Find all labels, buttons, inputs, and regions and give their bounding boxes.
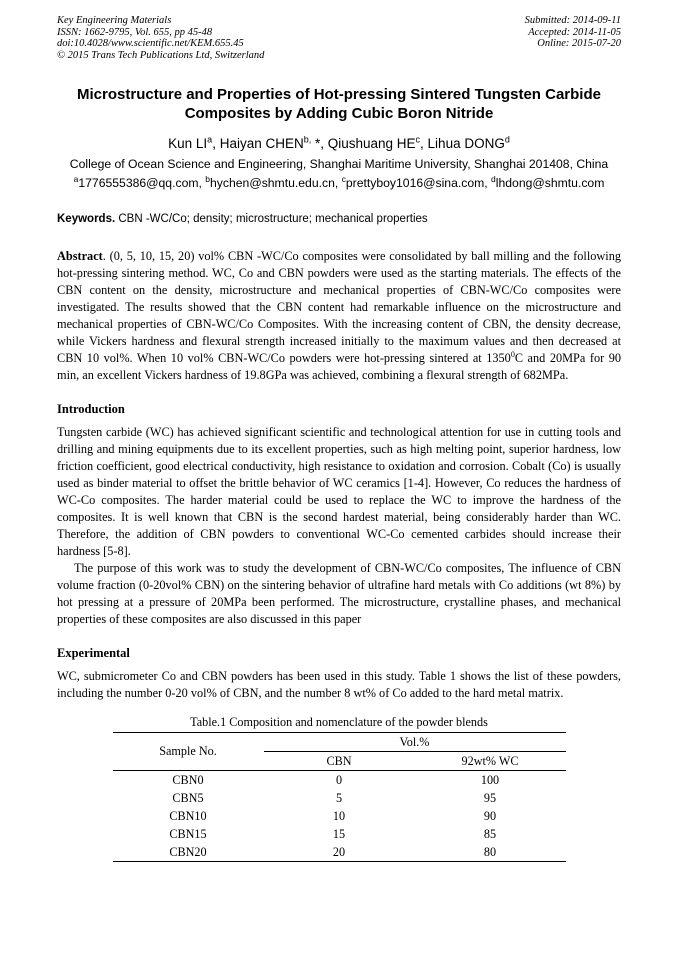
keywords-line	[57, 212, 621, 227]
author-name-3: *, Qiushuang HE	[311, 136, 416, 151]
table-caption: Table.1 Composition and nomenclature of the powder blends	[190, 715, 488, 729]
author-name-2: , Haiyan CHEN	[212, 136, 304, 151]
temperature-superscript: 0	[510, 349, 515, 359]
table-row	[113, 825, 566, 843]
accepted-date: Accepted: 2014-11-05	[528, 26, 621, 38]
email-address-2: hychen@shmtu.edu.cn,	[210, 176, 342, 190]
author-superscript-1: a	[207, 134, 213, 145]
author-superscript-2: b,	[303, 134, 312, 145]
table-row	[113, 807, 566, 825]
submitted-date: Submitted: 2014-09-11	[524, 15, 621, 26]
email-superscript-3: c	[341, 173, 346, 184]
email-superscript-4: d	[491, 173, 496, 184]
table-row	[113, 789, 566, 807]
issn-line: ISSN: 1662-9795, Vol. 655, pp 45-48	[57, 26, 213, 38]
table-cell-wc: 85	[483, 826, 497, 841]
abstract-text-2: C and 20MPa for 90 min, an excellent Vickers hardness of 19.8GPa was achieved, combining a flexural strength of 682MPa.	[57, 351, 622, 382]
emails-line	[57, 173, 621, 191]
paper-title: Microstructure and Properties of Hot-pressing Sintered Tungsten Carbide Composites by Adding Cubic Boron Nitride	[77, 86, 601, 122]
author-superscript-4: d	[504, 134, 510, 145]
journal-name: Key Engineering Materials	[57, 15, 172, 26]
table-cell-wc: 95	[483, 790, 497, 805]
author-name-4: , Lihua DONG	[420, 136, 505, 151]
online-date: Online: 2015-07-20	[537, 38, 621, 49]
section-heading-introduction: Introduction	[57, 402, 125, 416]
table-row	[113, 843, 566, 862]
table-header-sample-no: Sample No.	[113, 733, 264, 771]
journal-header	[57, 15, 621, 61]
table-cell-wc: 80	[483, 844, 497, 859]
email-address-4: lhdong@shmtu.com	[495, 176, 605, 190]
doi-line: doi:10.4028/www.scientific.net/KEM.655.45	[57, 38, 244, 49]
email-address-1: 1776555386@qq.com,	[78, 176, 206, 190]
table-cell-cbn: 5	[335, 790, 343, 805]
table-header-vol-group: Vol.%	[264, 733, 566, 752]
abstract-paragraph	[57, 248, 621, 384]
abstract-label: Abstract	[57, 249, 103, 263]
experimental-paragraph: WC, submicrometer Co and CBN powders has been used in this study. Table 1 shows the list of these powders, including the number 0-20 vol% of CBN, and the number 8 wt% of Co added to the hard metal matrix.	[57, 669, 621, 700]
authors-line	[57, 135, 621, 152]
table-cell-cbn: 0	[335, 772, 343, 787]
keywords-label: Keywords.	[57, 213, 116, 225]
composition-table	[113, 732, 566, 862]
intro-paragraph-2: The purpose of this work was to study the development of CBN-WC/Co composites, The influence of CBN volume fraction (0-20vol% CBN) on the sintering behavior of ultrafine hard metals with Co additions (wt 8%) by hot pressing at a pressure of 20MPa been performed. The microstructure, crystalline phases, and mechanical properties of these composites are also discussed in this paper	[57, 561, 621, 626]
table-header-row-1	[113, 733, 566, 752]
author-superscript-3: c	[415, 134, 421, 145]
abstract-text-1: . (0, 5, 10, 15, 20) vol% CBN -WC/Co composites were consolidated by ball milling and the following hot-pressing sintering method. WC, Co and CBN powders were used as the starting materials. The effects of the CBN content on the density, microstructure and mechanical properties of CBN-WC/Co composites were investigated. The results showed that the CBN content had remarkable influence on the microstructure and mechanical properties of CBN-WC/Co Composites. With the increasing content of CBN, the density decrease, while Vickers hardness and flexural strength increased initially to the maximum values and then decreased at CBN 10 vol%. When 10 vol% CBN-WC/Co powders were hot-pressing sintered at 1350	[57, 249, 621, 365]
table-cell-sample: CBN20	[169, 844, 207, 859]
keywords-text: CBN -WC/Co; density; microstructure; mechanical properties	[115, 213, 428, 225]
table-cell-sample: CBN0	[172, 772, 204, 787]
affiliation: College of Ocean Science and Engineering, Shanghai Maritime University, Shanghai 201408, China	[69, 157, 609, 171]
table-cell-cbn: 15	[332, 826, 346, 841]
table-cell-cbn: 10	[332, 808, 346, 823]
table-cell-sample: CBN15	[169, 826, 207, 841]
email-address-3: prettyboy1016@sina.com,	[345, 176, 492, 190]
email-superscript-1: a	[73, 173, 79, 184]
table-cell-cbn: 20	[332, 844, 346, 859]
email-superscript-2: b	[205, 173, 211, 184]
table-cell-wc: 100	[480, 772, 500, 787]
table-section	[57, 714, 621, 862]
submission-dates	[525, 15, 621, 50]
table-cell-wc: 90	[483, 808, 497, 823]
author-name-1: Kun LI	[168, 136, 208, 151]
table-header-wc: 92wt% WC	[415, 752, 566, 771]
table-cell-sample: CBN5	[172, 790, 204, 805]
table-header-cbn: CBN	[264, 752, 415, 771]
table-cell-sample: CBN10	[169, 808, 207, 823]
intro-paragraph-1: Tungsten carbide (WC) has achieved significant scientific and technological attention for use in cutting tools and drilling and mining equipments due to its excellent properties, such as high melting point, superior hardness, low friction coefficient, good electrical conductivity, high resistance to oxidation and corrosion. Cobalt (Co) is usually used as binder material to offset the brittle behavior of WC ceramics [1-4]. However, Co reduces the hardness of WC-Co composites. The harder material could be used to replace the WC to improve the hardness of the composites. It is well known that CBN is the second hardest material, being considerably harder than WC. Therefore, the addition of CBN powders to conventional WC-Co cemented carbides should increase their hardness [5-8].	[57, 425, 621, 558]
copyright-line: © 2015 Trans Tech Publications Ltd, Switzerland	[57, 49, 265, 61]
journal-info	[57, 15, 264, 61]
section-heading-experimental: Experimental	[57, 646, 130, 660]
table-row	[113, 771, 566, 790]
